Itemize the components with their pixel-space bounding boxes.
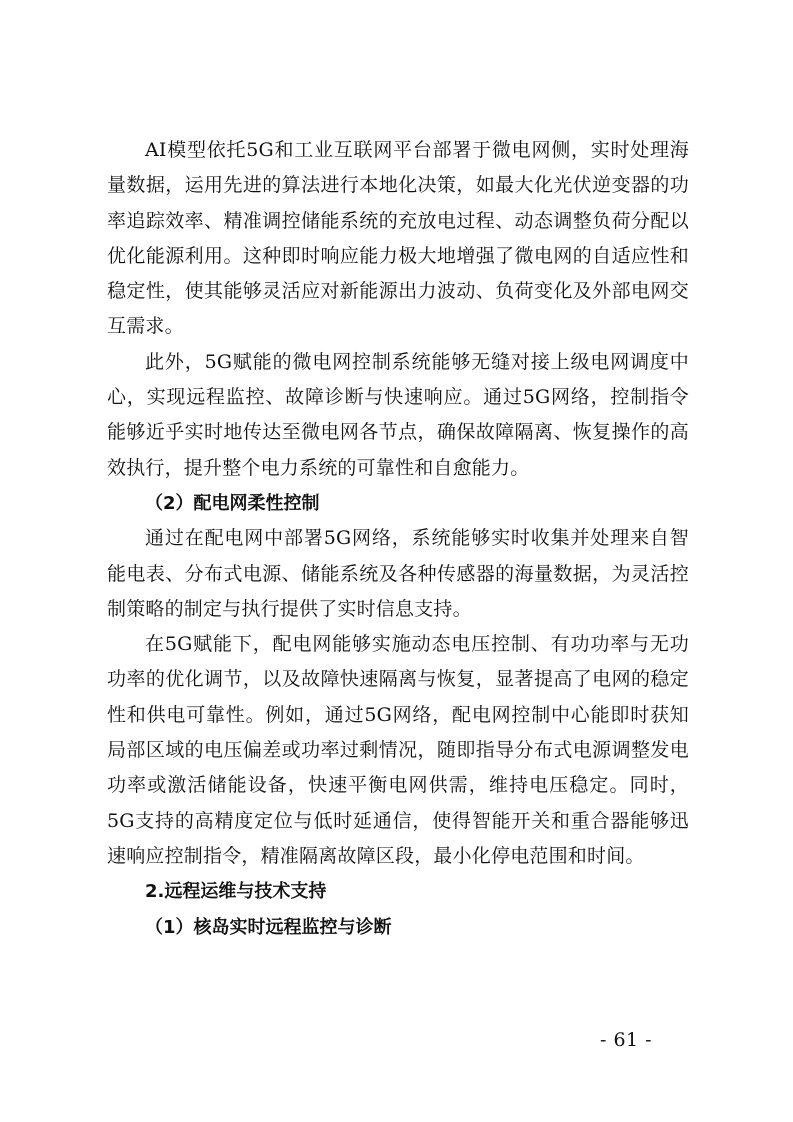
page-number: - 61 - bbox=[600, 1029, 653, 1051]
heading-nuclear-island-monitoring: （1）核岛实时远程监控与诊断 bbox=[145, 916, 392, 938]
heading-remote-operations: 2.远程运维与技术支持 bbox=[145, 881, 327, 903]
paragraph-5g-deployment: 通过在配电网中部署5G网络，系统能够实时收集并处理来自智能电表、分布式电源、储能系统及各种传感器的海量数据，为灵活控制策略的制定与执行提供了实时信息支持。 bbox=[107, 527, 689, 620]
paragraph-5g-control: 此外，5G赋能的微电网控制系统能够无缝对接上级电网调度中心，实现远程监控、故障诊断与快速响应。通过5G网络，控制指令能够近乎实时地传达至微电网各节点，确保故障隔离、恢复操作的高效执行，提升整个电力系统的可靠性和自愈能力。 bbox=[107, 350, 689, 479]
heading-distribution-flexible-control: （2）配电网柔性控制 bbox=[145, 492, 320, 514]
paragraph-ai-model: AI模型依托5G和工业互联网平台部署于微电网侧，实时处理海量数据，运用先进的算法进行本地化决策，如最大化光伏逆变器的功率追踪效率、精准调控储能系统的充放电过程、动态调整负荷分配以优化能源利用。这种即时响应能力极大地增强了微电网的自适应性和稳定性，使其能够灵活应对新能源出力波动、负荷变化及外部电网交互需求。 bbox=[107, 139, 689, 338]
page-content bbox=[107, 133, 689, 945]
paragraph-5g-empowerment: 在5G赋能下，配电网能够实施动态电压控制、有功功率与无功功率的优化调节，以及故障快速隔离与恢复，显著提高了电网的稳定性和供电可靠性。例如，通过5G网络，配电网控制中心能即时获知局部区域的电压偏差或功率过剩情况，随即指导分布式电源调整发电功率或激活储能设备，快速平衡电网供需，维持电压稳定。同时，5G支持的高精度定位与低时延通信，使得智能开关和重合器能够迅速响应控制指令，精准隔离故障区段，最小化停电范围和时间。 bbox=[107, 633, 689, 867]
